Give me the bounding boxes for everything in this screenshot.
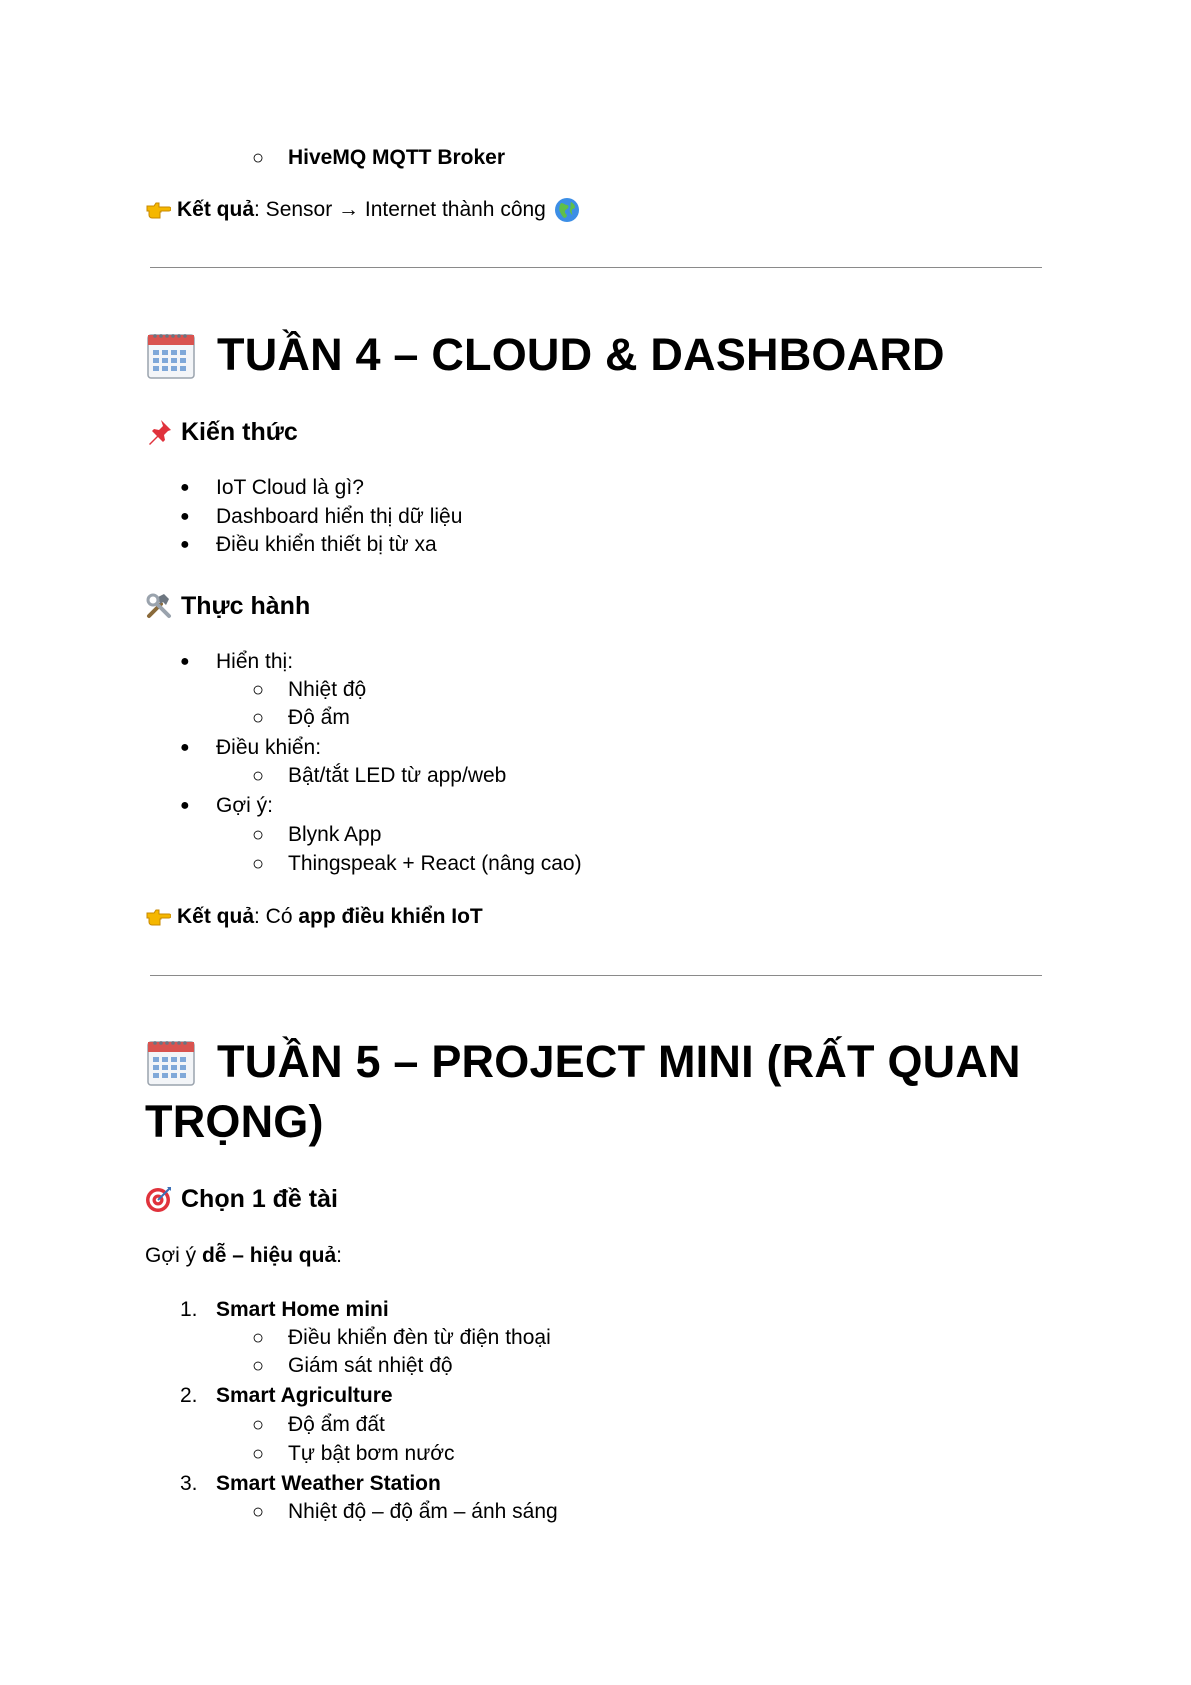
sub-bullet: ○ xyxy=(252,853,265,875)
project-name: Smart Agriculture xyxy=(216,1384,393,1407)
sub-bullet: ○ xyxy=(252,765,265,787)
broker-item: HiveMQ MQTT Broker xyxy=(288,146,506,169)
sub-bullet: ○ xyxy=(252,1327,265,1349)
project-item: Nhiệt độ – độ ẩm – ánh sáng xyxy=(288,1500,558,1523)
project-item: Điều khiển đèn từ điện thoại xyxy=(288,1326,551,1349)
hint-item: Blynk App xyxy=(288,823,382,846)
control-label: Điều khiển: xyxy=(216,736,322,759)
sub-bullet: ○ xyxy=(252,147,265,169)
calendar-icon xyxy=(145,329,197,381)
direct-hit-icon xyxy=(145,1185,173,1213)
week5-title xyxy=(145,1032,1045,1152)
result-label: Kết quả xyxy=(177,905,255,928)
result-label: Kết quả xyxy=(177,198,255,221)
bullet: ● xyxy=(180,653,190,670)
practice-heading xyxy=(145,591,310,621)
calendar-icon xyxy=(145,1036,197,1088)
week5-title-line1: TUẦN 5 – PROJECT MINI (RẤT QUAN xyxy=(217,1036,1021,1087)
result-line-week4 xyxy=(145,904,483,930)
week4-title-text: TUẦN 4 – CLOUD & DASHBOARD xyxy=(217,329,945,380)
bullet: ● xyxy=(180,797,190,814)
project-name: Smart Weather Station xyxy=(216,1472,441,1495)
pushpin-icon xyxy=(145,418,173,446)
project-number: 3. xyxy=(180,1472,198,1495)
result-bold: app điều khiển IoT xyxy=(298,905,483,928)
knowledge-heading-text: Kiến thức xyxy=(181,418,298,446)
bullet: ● xyxy=(180,479,190,496)
sub-bullet: ○ xyxy=(252,1443,265,1465)
pointing-hand-icon xyxy=(145,197,171,223)
bullet: ● xyxy=(180,536,190,553)
project-item: Độ ẩm đất xyxy=(288,1413,385,1436)
week4-title xyxy=(145,325,945,385)
display-item: Nhiệt độ xyxy=(288,678,367,701)
pointing-hand-icon xyxy=(145,904,171,930)
sub-bullet: ○ xyxy=(252,679,265,701)
result-text: : Sensor → Internet thành công xyxy=(254,198,546,221)
project-item: Giám sát nhiệt độ xyxy=(288,1354,453,1377)
divider xyxy=(150,267,1042,268)
sub-bullet: ○ xyxy=(252,1355,265,1377)
divider xyxy=(150,975,1042,976)
bullet: ● xyxy=(180,739,190,756)
project-number: 2. xyxy=(180,1384,198,1407)
project-number: 1. xyxy=(180,1298,198,1321)
knowledge-item: IoT Cloud là gì? xyxy=(216,476,364,499)
project-name: Smart Home mini xyxy=(216,1298,389,1321)
choose-heading xyxy=(145,1184,338,1214)
sub-bullet: ○ xyxy=(252,1501,265,1523)
week5-title-line2: TRỌNG) xyxy=(145,1096,324,1147)
suggest-bold: dễ – hiệu quả xyxy=(201,1244,337,1267)
suggest-line xyxy=(145,1243,342,1269)
sub-bullet: ○ xyxy=(252,1414,265,1436)
hint-label: Gợi ý: xyxy=(216,794,273,817)
suggest-suffix: : xyxy=(336,1244,342,1267)
display-label: Hiển thị: xyxy=(216,650,294,673)
result-line-top xyxy=(145,197,580,223)
display-item: Độ ẩm xyxy=(288,706,350,729)
sub-bullet: ○ xyxy=(252,824,265,846)
suggest-prefix: Gợi ý xyxy=(145,1244,202,1267)
result-mid: : Có xyxy=(254,905,299,928)
knowledge-heading xyxy=(145,417,298,447)
bullet: ● xyxy=(180,508,190,525)
choose-heading-text: Chọn 1 đề tài xyxy=(181,1185,338,1213)
knowledge-item: Điều khiển thiết bị từ xa xyxy=(216,533,437,556)
hammer-and-wrench-icon xyxy=(145,592,173,620)
knowledge-item: Dashboard hiển thị dữ liệu xyxy=(216,505,463,528)
project-item: Tự bật bơm nước xyxy=(288,1442,455,1465)
control-item: Bật/tắt LED từ app/web xyxy=(288,764,507,787)
globe-icon xyxy=(554,197,580,223)
practice-heading-text: Thực hành xyxy=(181,592,311,620)
hint-item: Thingspeak + React (nâng cao) xyxy=(288,852,582,875)
sub-bullet: ○ xyxy=(252,707,265,729)
